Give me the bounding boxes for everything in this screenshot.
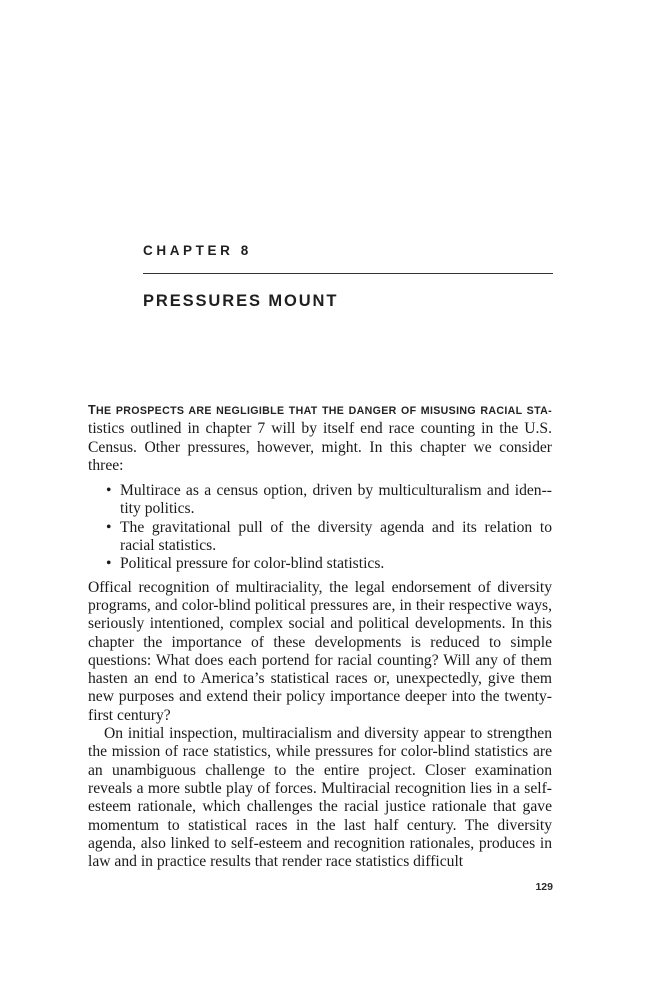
list-item-text: The gravitational pull of the diversity agenda and its relation to racial statistics.: [120, 518, 552, 555]
paragraph: On initial inspection, multiracialism and diversity appear to strengthen the mission of race statistics, while pressures for color-blind statistics are an unambiguous challenge to the entire project. Closer examination reveals a more subtle play of forces. Multiracial recognition lies in a self-esteem rationale, which challenges the racial justice rationale that gave momentum to statistical races in the last half century. The diversity agenda, also linked to self-esteem and recognition rationales, produces in law and in practice results that render race statistics difficult: [88, 725, 552, 871]
list-item: [106, 555, 552, 573]
lead-in-cap: T: [88, 403, 97, 417]
bullet-list: [88, 482, 552, 573]
list-item-text: Political pressure for color-blind statistics.: [120, 555, 385, 573]
chapter-title: PRESSURES MOUNT: [143, 292, 339, 310]
lead-in: [88, 405, 552, 417]
list-item: [106, 518, 552, 556]
bullet-icon: •: [106, 482, 112, 500]
list-item-text: Multirace as a census option, driven by multiculturalism and iden-tity politics.: [120, 482, 552, 518]
lead-in-rest: HE PROSPECTS ARE NEGLIGIBLE THAT THE DANGER OF MISUSING RACIAL STA-: [96, 405, 552, 417]
bullet-icon: •: [106, 518, 112, 536]
opening-paragraph: [88, 401, 552, 475]
page-number: 129: [535, 881, 553, 893]
chapter-label: CHAPTER 8: [143, 243, 252, 258]
list-item: [106, 482, 552, 519]
opening-text: tistics outlined in chapter 7 will by itself end race counting in the U.S. Census. Other pressures, however, might. In this chapter we consider three:: [88, 420, 552, 474]
chapter-rule: [143, 273, 553, 274]
body-text: [88, 401, 552, 871]
bullet-icon: •: [106, 555, 112, 573]
paragraph: Offical recognition of multiraciality, the legal endorsement of diversity programs, and color-blind political pressures are, in their respective ways, seriously intentioned, complex social and political developments. In this chapter the importance of these developments is reduced to simple questions: What does each portend for racial counting? Will any of them hasten an end to America’s statistical races or, unexpectedly, give them new purposes and extend their policy importance deeper into the twenty-first century?: [88, 578, 552, 724]
